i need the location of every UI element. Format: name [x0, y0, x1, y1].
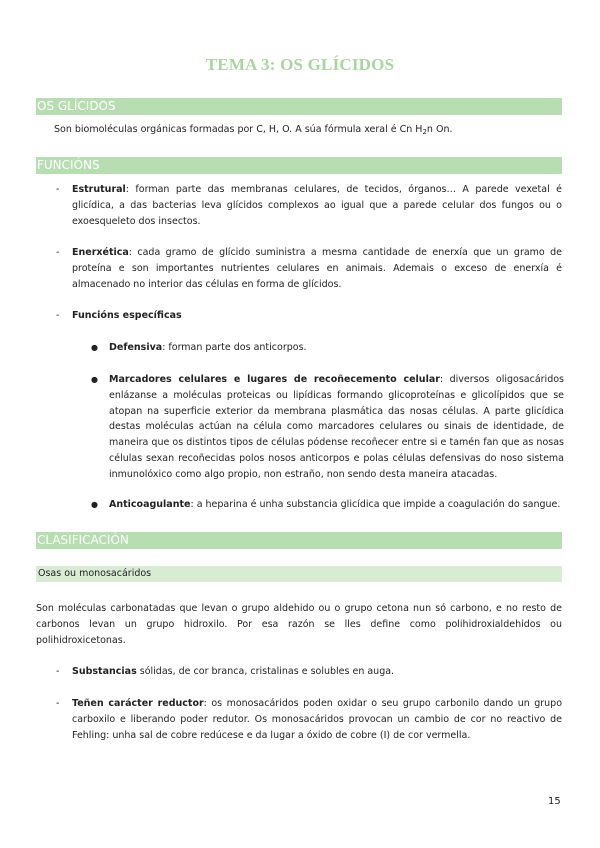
sublist-item-marcadores: Marcadores celulares e lugares de recoñecemento celular: diversos oligosacáridos enlázanse a moléculas proteicas ou lipídicas formando glicoproteínas e glicolípidos que se atopan na superficie exterior da membrana plasmática das nosas células. A parte glicídica destas moléculas actúan na célula como marcadores celulares ou sinais de identidade, de maneira que os distintos tipos de células pódense recoñecer entre si e tamén fan que as nosas células sexan recoñecidas polos nosos anticorpos e polas células defensivas do noso sistema inmunolóxico como algo propio, non estraño, non sendo desta maneira atacadas. [109, 374, 564, 480]
list-marker: - [56, 310, 60, 321]
list-item-enerxetica: Enerxética: cada gramo de glícido suministra a mesma cantidade de enerxía que un gramo de proteína e son importantes nutrientes celulares en animais. Ademais o exceso de enerxía é almacenado no interior das células en forma de glícidos. [72, 247, 562, 290]
section-heading-funcions: FUNCIÓNS [36, 157, 562, 174]
list-marker: - [56, 666, 60, 677]
sublist-item-defensiva: Defensiva: forman parte dos anticorpos. [109, 342, 307, 353]
page-number: 15 [548, 796, 561, 807]
intro-paragraph: Son biomoléculas orgánicas formadas por C, H, O. A súa fórmula xeral é Cn $H_2n$ On. [54, 124, 453, 136]
list-item-reductor: Teñen carácter reductor: os monosacáridos poden oxidar o seu grupo carbonilo dando un grupo carboxilo e liberando poder redutor. Os monosacáridos provocan un cambio de cor no reactivo de Fehling: unha sal de cobre redúcese e da lugar a óxido de cobre (I) de cor vermella. [72, 698, 563, 741]
list-item-substancias: Substancias sólidas, de cor branca, cristalinas e solubles en auga. [72, 666, 395, 677]
bullet-marker: ● [91, 500, 98, 509]
section-heading-clasificacion: CLASIFICACIÓN [36, 532, 562, 549]
monosacaridos-paragraph: Son moléculas carbonatadas que levan o grupo aldehido ou o grupo cetona nun só carbono, e no resto de carbonos levan un grupo hidroxilo. Por esa razón se lles define como polihidroxialdehidos ou polihidroxicetonas. [36, 603, 562, 646]
list-item-estrutural: Estrutural: forman parte das membranas celulares, de tecidos, órganos… A parede vexetal é glicídica, a das bacterias leva glícidos complexos ao igual que a parede celular dos fungos ou o exoesqueleto dos insectos. [72, 184, 562, 227]
list-marker: - [56, 184, 60, 195]
page-title: TEMA 3: OS GLÍCIDOS [205, 55, 395, 74]
bullet-marker: ● [91, 343, 98, 352]
sublist-item-anticoagulante: Anticoagulante: a heparina é unha substancia glicídica que impide a coagulación do sangue. [109, 499, 561, 510]
list-item-funcions-especificas: Funcións específicas [72, 310, 182, 321]
list-marker: - [56, 698, 60, 709]
subsection-heading-monosacaridos: Osas ou monosacáridos [36, 566, 562, 582]
section-heading-glicidos: OS GLÍCIDOS [36, 98, 562, 115]
bullet-marker: ● [91, 375, 98, 384]
list-marker: - [56, 247, 60, 258]
